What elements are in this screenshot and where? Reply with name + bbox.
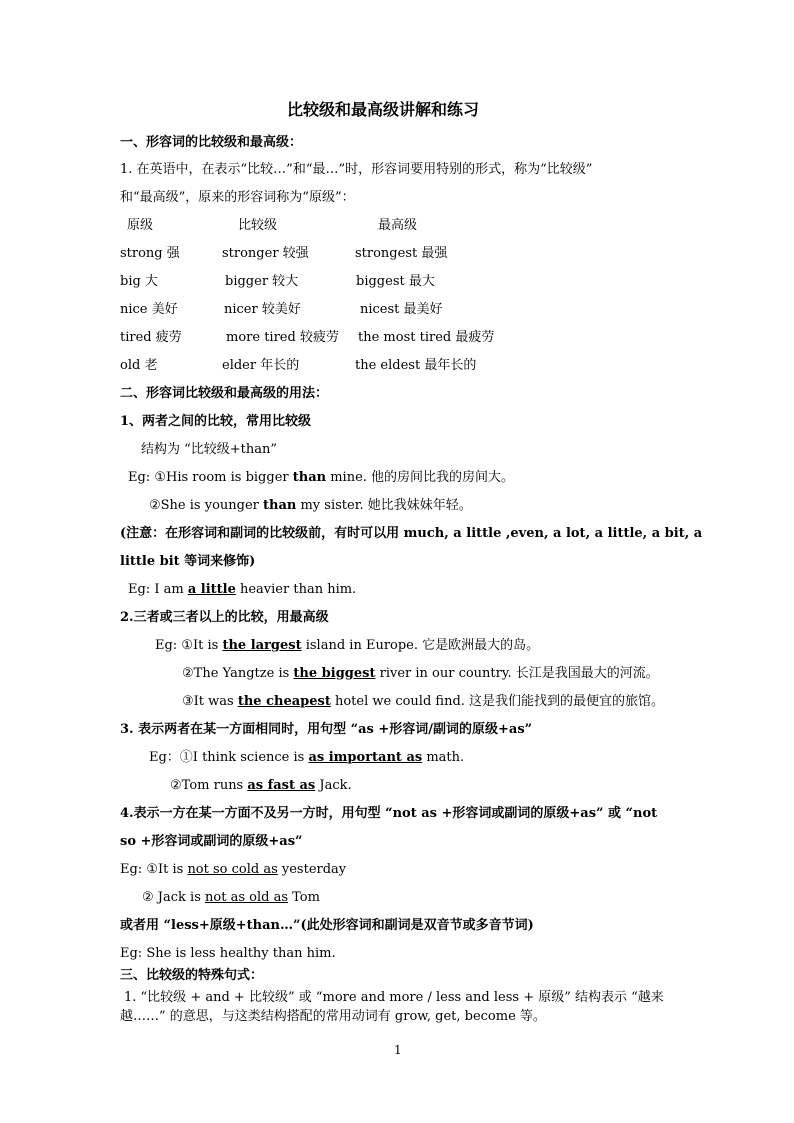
table-header-base: 原级 — [127, 218, 154, 233]
page-number: 1 — [394, 1043, 402, 1057]
usage-3-heading: 3. 表示两者在某一方面相同时，用句型 “as +形容词/副词的原级+as” — [120, 722, 533, 737]
usage-3-example-2: ②Tom runs as fast as Jack. — [170, 778, 352, 793]
usage-1-example-1: Eg: ①His room is bigger than mine. 他的房间比我的房间大。 — [128, 470, 515, 485]
section-3-heading: 三、比较级的特殊句式： — [120, 968, 264, 983]
paragraph-1-line-2: 和“最高级”，原来的形容词称为“原级”： — [120, 190, 355, 205]
table-cell: nicest 最美好 — [360, 302, 443, 317]
usage-1-heading: 1、两者之间的比较，常用比较级 — [120, 414, 312, 429]
usage-4-example-2: ② Jack is not as old as Tom — [142, 890, 320, 905]
table-header-comparative: 比较级 — [238, 218, 278, 233]
section-3-paragraph-line-1: 1. “比较级 + and + 比较级” 或 “more and more / less and less + 原级” 结构表示 “越来 — [124, 990, 664, 1005]
usage-4-heading-line-1: 4.表示一方在某一方面不及另一方时，用句型 “not as +形容词或副词的原级+as” 或 “not — [120, 806, 658, 821]
usage-2-example-3: ③It was the cheapest hotel we could find. 这是我们能找到的最便宜的旅馆。 — [182, 694, 665, 709]
section-2-heading: 二、形容词比较级和最高级的用法： — [120, 386, 329, 401]
table-cell: strongest 最强 — [355, 246, 448, 261]
table-cell: strong 强 — [120, 246, 180, 261]
usage-4-heading-line-2: so +形容词或副词的原级+as” — [120, 834, 303, 849]
usage-1-example-2: ②She is younger than my sister. 她比我妹妹年轻。 — [149, 498, 472, 513]
note-line-1: (注意：在形容词和副词的比较级前，有时可以用 much, a little ,even, a lot, a little, a bit, a — [120, 526, 703, 541]
usage-1-structure: 结构为 “比较级+than” — [141, 442, 278, 457]
table-cell: nicer 较美好 — [224, 302, 301, 317]
usage-4-alternative: 或者用 “less+原级+than…”(此处形容词和副词是双音节或多音节词) — [120, 918, 534, 933]
usage-2-heading: 2.三者或三者以上的比较，用最高级 — [120, 610, 329, 625]
table-cell: old 老 — [120, 358, 158, 373]
usage-4-alternative-example: Eg: She is less healthy than him. — [120, 946, 336, 961]
page-title: 比较级和最高级讲解和练习 — [287, 100, 480, 119]
usage-2-example-1: Eg: ①It is the largest island in Europe. 它是欧洲最大的岛。 — [155, 638, 540, 653]
paragraph-1-line-1: 1. 在英语中，在表示“比较…”和“最…”时，形容词要用特别的形式，称为“比较级” — [120, 162, 593, 177]
table-header-superlative: 最高级 — [378, 218, 418, 233]
section-1-heading: 一、形容词的比较级和最高级： — [120, 135, 303, 150]
table-cell: big 大 — [120, 274, 158, 289]
table-cell: stronger 较强 — [222, 246, 309, 261]
section-3-paragraph-line-2: 越……” 的意思，与这类结构搭配的常用动词有 grow, get, become 等。 — [120, 1009, 546, 1024]
table-cell: the most tired 最疲劳 — [358, 330, 495, 345]
table-cell: biggest 最大 — [356, 274, 435, 289]
note-line-2: little bit 等词来修饰) — [120, 554, 256, 569]
usage-3-example-1: Eg：①I think science is as important as math. — [149, 750, 465, 765]
table-cell: tired 疲劳 — [120, 330, 182, 345]
usage-2-example-2: ②The Yangtze is the biggest river in our country. 长江是我国最大的河流。 — [182, 666, 659, 681]
note-example: Eg: I am a little heavier than him. — [128, 582, 357, 597]
table-cell: the eldest 最年长的 — [355, 358, 477, 373]
table-cell: nice 美好 — [120, 302, 178, 317]
table-cell: bigger 较大 — [225, 274, 299, 289]
usage-4-example-1: Eg: ①It is not so cold as yesterday — [120, 862, 347, 877]
table-cell: more tired 较疲劳 — [226, 330, 339, 345]
table-cell: elder 年长的 — [222, 358, 300, 373]
